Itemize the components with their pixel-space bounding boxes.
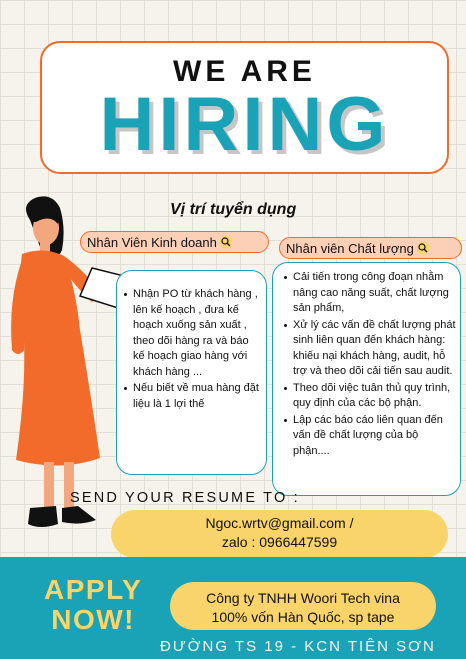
position-pill-sales: [80, 231, 269, 253]
duty-item: Cải tiến trong công đoạn nhằm nâng cao năng suất, chất lượng sản phẩm,: [293, 270, 456, 317]
positions-title: Vị trí tuyển dụng: [170, 201, 297, 218]
contact-email[interactable]: Ngoc.wrtv@gmail.com /: [205, 515, 354, 531]
contact-box: [111, 510, 448, 558]
resume-label: SEND YOUR RESUME TO :: [70, 490, 300, 506]
position-pill-quality: [279, 237, 462, 259]
search-icon: [219, 235, 233, 249]
duty-item: Xử lý các vấn đề chất lượng phát sinh liên quan đến khách hàng: khiếu nại khách hàng, audit, hỗ trợ và theo dõi cải tiến sau audit.: [293, 318, 456, 380]
company-address: ĐƯỜNG TS 19 - KCN TIÊN SƠN: [160, 638, 436, 655]
apply-line1: APPLY: [44, 574, 143, 605]
company-description: 100% vốn Hàn Quốc, sp tape: [211, 609, 395, 625]
job-description-sales: [116, 270, 267, 475]
position-title: Nhân Viên Kinh doanh: [87, 234, 217, 250]
company-box: [170, 582, 436, 630]
apply-line2: NOW!: [51, 604, 136, 635]
title-we-are: WE ARE: [173, 55, 316, 88]
search-icon: [416, 241, 430, 255]
company-name: Công ty TNHH Woori Tech vina: [206, 590, 400, 606]
footer-banner: [0, 557, 466, 659]
header-card: [40, 41, 449, 174]
position-title: Nhân viên Chất lượng: [286, 240, 414, 256]
duty-item: Lập các báo cáo liên quan đến vấn đề chất lượng của bộ phận....: [293, 413, 456, 460]
job-description-quality: [272, 262, 461, 496]
apply-now: [44, 575, 142, 635]
duty-item: Nếu biết về mua hàng đặt liệu là 1 lợi thế: [133, 381, 260, 412]
duty-item: Nhận PO từ khách hàng , lên kế hoạch , đưa kế hoạch xuống sản xuất , theo dõi hàng ra và báo kế hoạch giao hàng với khách hàng ...: [133, 287, 260, 380]
title-hiring: HIRING: [99, 82, 390, 167]
duty-item: Theo dõi việc tuân thủ quy trình, quy định của các bộ phận.: [293, 381, 456, 412]
contact-phone[interactable]: zalo : 0966447599: [221, 534, 338, 550]
